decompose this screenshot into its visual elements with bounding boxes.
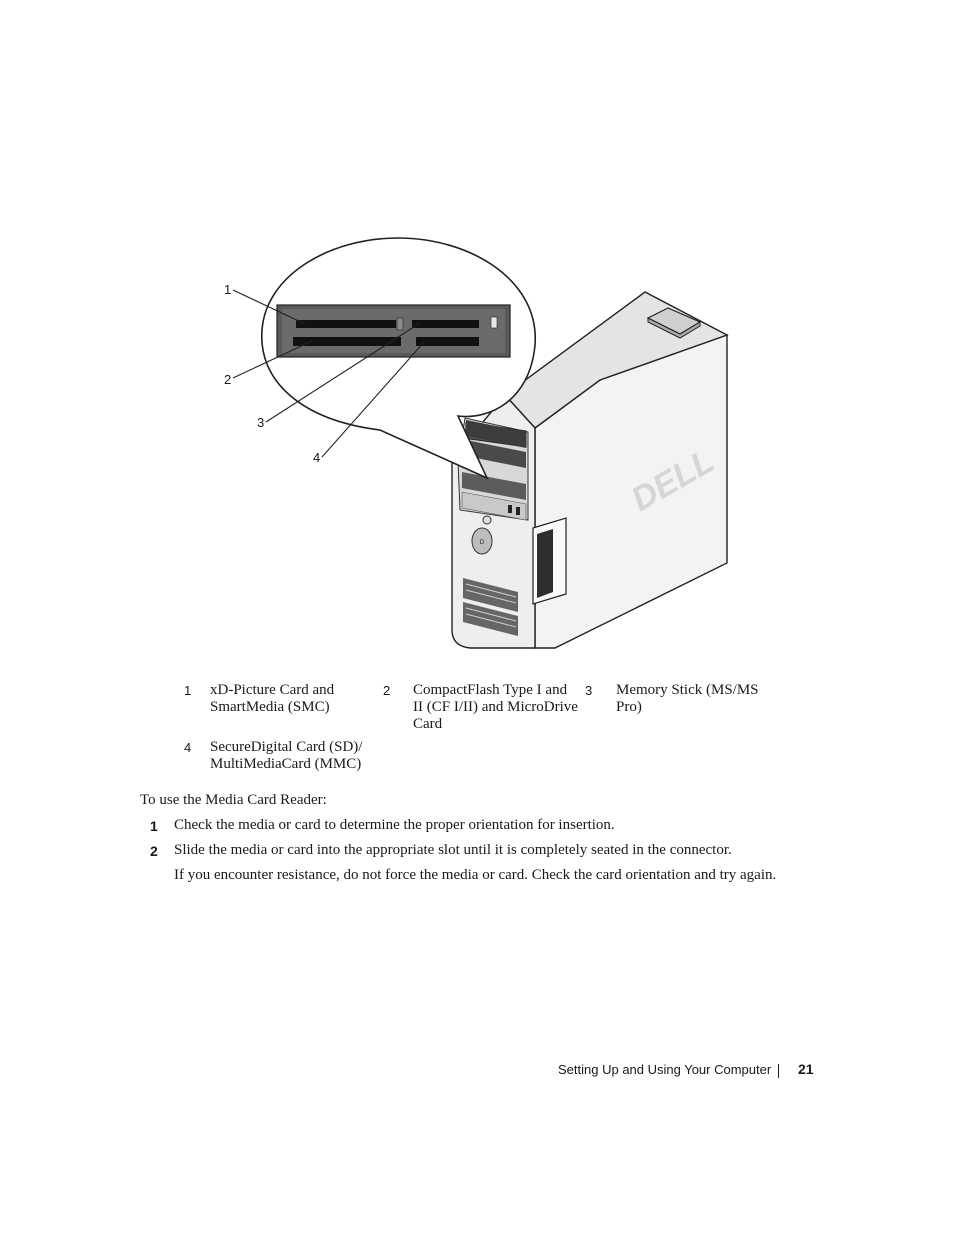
callout-1: 1 bbox=[224, 282, 232, 297]
legend-text-2: CompactFlash Type I and II (CF I/II) and MicroDrive Card bbox=[413, 682, 578, 732]
legend-num-1: 1 bbox=[184, 683, 192, 698]
footer-divider bbox=[778, 1064, 779, 1078]
legend-num-4: 4 bbox=[184, 740, 192, 755]
step-text-1: Check the media or card to determine the proper orientation for insertion. bbox=[174, 817, 615, 833]
legend-text-3: Memory Stick (MS/MS Pro) bbox=[616, 682, 759, 715]
legend-num-3: 3 bbox=[585, 683, 593, 698]
callout-4: 4 bbox=[313, 450, 321, 465]
callout-2: 2 bbox=[224, 372, 232, 387]
legend-text-4: SecureDigital Card (SD)/ MultiMediaCard (MMC) bbox=[210, 739, 363, 772]
svg-text:DELL: DELL bbox=[625, 441, 721, 519]
svg-text:D: D bbox=[479, 540, 485, 546]
step-note: If you encounter resistance, do not force the media or card. Check the card orientation and try again. bbox=[174, 867, 777, 883]
footer-section-title: Setting Up and Using Your Computer bbox=[558, 1062, 772, 1077]
page-number: 21 bbox=[798, 1061, 814, 1077]
callout-3: 3 bbox=[257, 415, 265, 430]
step-num-1: 1 bbox=[150, 818, 158, 834]
step-text-2: Slide the media or card into the appropriate slot until it is completely seated in the connector. bbox=[174, 842, 732, 858]
step-num-2: 2 bbox=[150, 843, 158, 859]
legend-text-1: xD-Picture Card and SmartMedia (SMC) bbox=[210, 682, 335, 715]
intro-text: To use the Media Card Reader: bbox=[140, 792, 327, 808]
legend-num-2: 2 bbox=[383, 683, 391, 698]
